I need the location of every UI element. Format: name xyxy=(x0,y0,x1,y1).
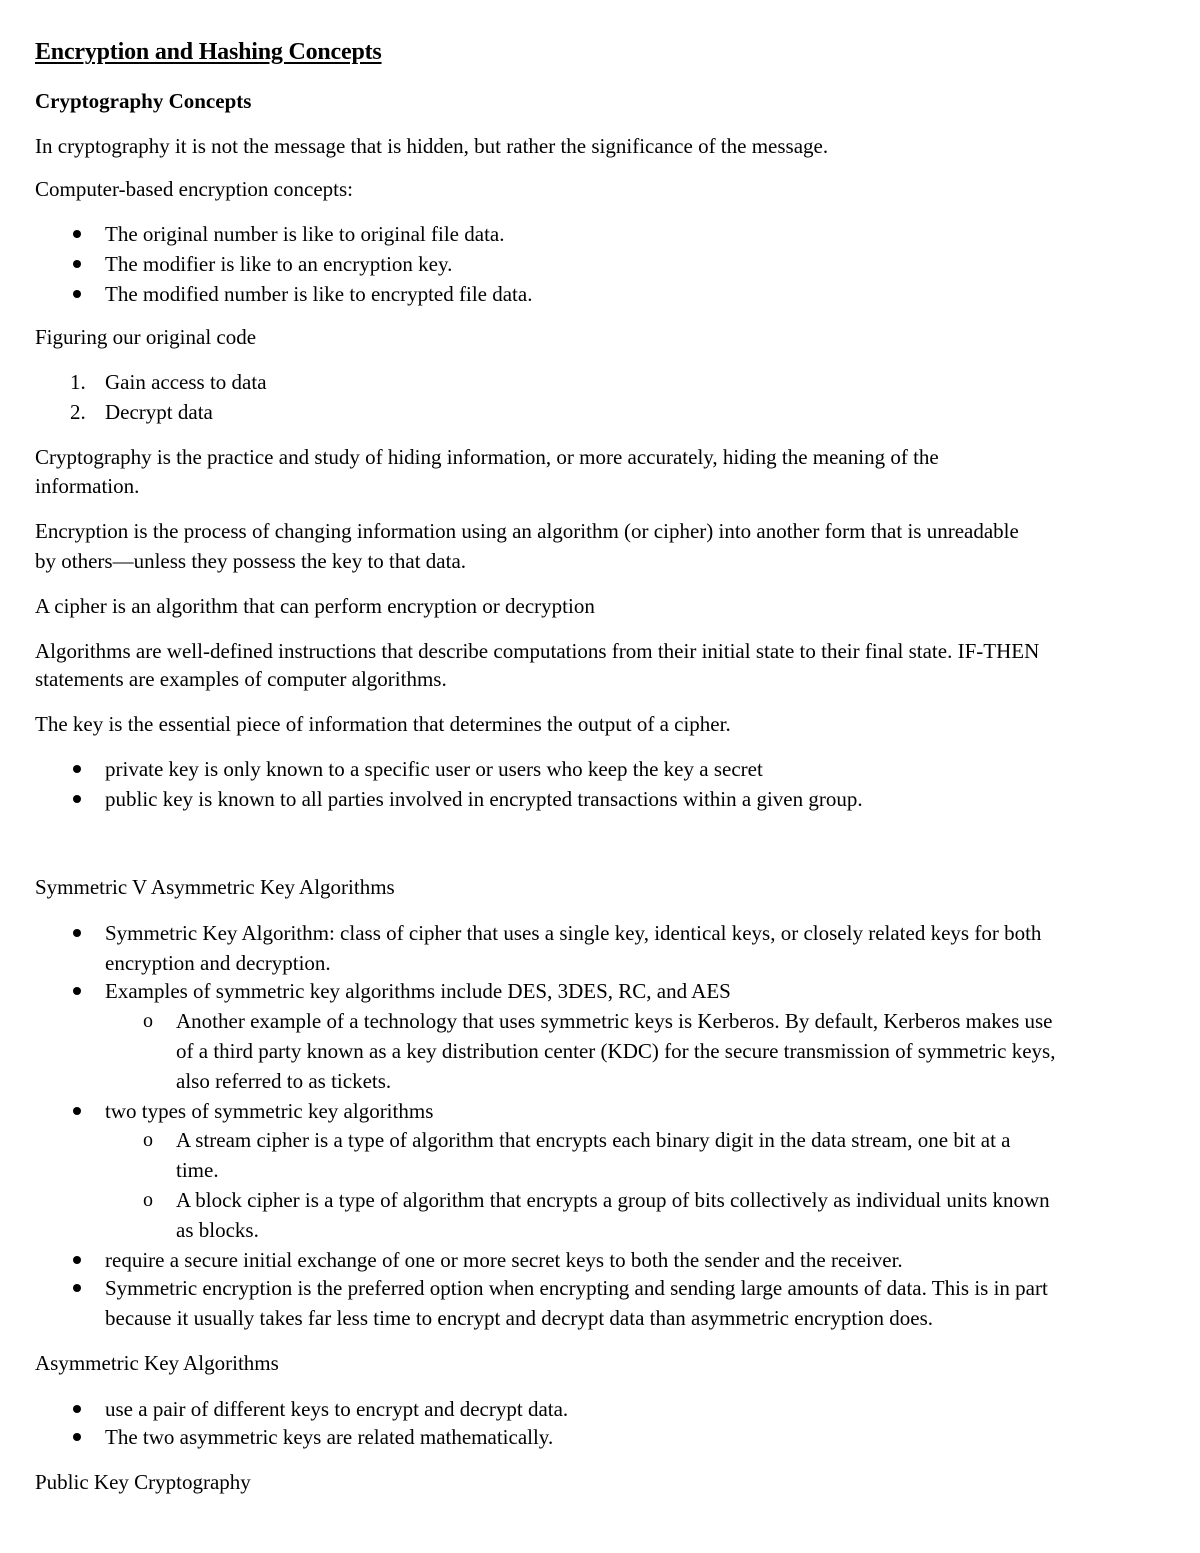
list-item: Examples of symmetric key algorithms include DES, 3DES, RC, and AES xyxy=(105,979,731,1003)
list-item: two types of symmetric key algorithms xyxy=(105,1099,434,1123)
paragraph-algorithms-def-cont: statements are examples of computer algorithms. xyxy=(35,667,447,691)
list-item-cont: encryption and decryption. xyxy=(105,951,331,975)
bullet-icon xyxy=(73,290,81,298)
list-item: use a pair of different keys to encrypt and decrypt data. xyxy=(105,1397,569,1421)
list-item: require a secure initial exchange of one or more secret keys to both the sender and the receiver. xyxy=(105,1248,903,1272)
list-item: public key is known to all parties involved in encrypted transactions within a given group. xyxy=(105,787,863,811)
bullet-icon xyxy=(73,765,81,773)
list-item: The modifier is like to an encryption key. xyxy=(105,252,453,276)
paragraph-key-def: The key is the essential piece of information that determines the output of a cipher. xyxy=(35,712,731,736)
list-item-cont: because it usually takes far less time to encrypt and decrypt data than asymmetric encryption does. xyxy=(105,1306,934,1330)
bullet-icon xyxy=(73,929,81,937)
list-item: The modified number is like to encrypted file data. xyxy=(105,282,533,306)
paragraph-intro: In cryptography it is not the message that is hidden, but rather the significance of the message. xyxy=(35,134,829,158)
paragraph-sym-vs-asym: Symmetric V Asymmetric Key Algorithms xyxy=(35,875,395,899)
paragraph-encryption-def-cont: by others—unless they possess the key to that data. xyxy=(35,549,467,573)
sub-list-item-cont: of a third party known as a key distribution center (KDC) for the secure transmission of symmetric keys, xyxy=(176,1039,1056,1063)
paragraph-cryptography-def-cont: information. xyxy=(35,474,140,498)
sub-list-item-cont: also referred to as tickets. xyxy=(176,1069,392,1093)
bullet-icon xyxy=(73,987,81,995)
paragraph-cryptography-def: Cryptography is the practice and study of hiding information, or more accurately, hiding the meaning of the xyxy=(35,445,939,469)
list-item: Symmetric encryption is the preferred option when encrypting and sending large amounts of data. This is in part xyxy=(105,1276,1048,1300)
list-item: Gain access to data xyxy=(105,370,267,394)
bullet-icon xyxy=(73,230,81,238)
list-item: The two asymmetric keys are related mathematically. xyxy=(105,1425,554,1449)
bullet-icon xyxy=(73,1107,81,1115)
sub-bullet-icon: o xyxy=(143,1189,153,1211)
list-number: 2. xyxy=(70,400,86,424)
list-item: private key is only known to a specific user or users who keep the key a secret xyxy=(105,757,763,781)
sub-bullet-icon: o xyxy=(143,1129,153,1151)
sub-list-item: A stream cipher is a type of algorithm that encrypts each binary digit in the data stream, one bit at a xyxy=(176,1128,1011,1152)
section-heading: Cryptography Concepts xyxy=(35,89,252,113)
list-number: 1. xyxy=(70,370,86,394)
paragraph-public-key: Public Key Cryptography xyxy=(35,1470,251,1494)
paragraph-cipher-def: A cipher is an algorithm that can perform encryption or decryption xyxy=(35,594,595,618)
list-item: Decrypt data xyxy=(105,400,213,424)
paragraph-encryption-def: Encryption is the process of changing information using an algorithm (or cipher) into another form that is unreadable xyxy=(35,519,1019,543)
paragraph-asym: Asymmetric Key Algorithms xyxy=(35,1351,279,1375)
bullet-icon xyxy=(73,1284,81,1292)
bullet-icon xyxy=(73,1433,81,1441)
bullet-icon xyxy=(73,1256,81,1264)
paragraph-figuring: Figuring our original code xyxy=(35,325,257,349)
document-title: Encryption and Hashing Concepts xyxy=(35,39,382,65)
bullet-icon xyxy=(73,795,81,803)
bullet-icon xyxy=(73,1405,81,1413)
bullet-icon xyxy=(73,260,81,268)
paragraph-algorithms-def: Algorithms are well-defined instructions that describe computations from their initial state to their final state. IF-THEN xyxy=(35,639,1040,663)
paragraph-computer-based: Computer-based encryption concepts: xyxy=(35,177,353,201)
list-item: Symmetric Key Algorithm: class of cipher that uses a single key, identical keys, or closely related keys for both xyxy=(105,921,1042,945)
sub-bullet-icon: o xyxy=(143,1010,153,1032)
sub-list-item-cont: as blocks. xyxy=(176,1218,259,1242)
sub-list-item-cont: time. xyxy=(176,1158,219,1182)
sub-list-item: Another example of a technology that uses symmetric keys is Kerberos. By default, Kerberos makes use xyxy=(176,1009,1053,1033)
list-item: The original number is like to original file data. xyxy=(105,222,505,246)
sub-list-item: A block cipher is a type of algorithm that encrypts a group of bits collectively as individual units known xyxy=(176,1188,1050,1212)
